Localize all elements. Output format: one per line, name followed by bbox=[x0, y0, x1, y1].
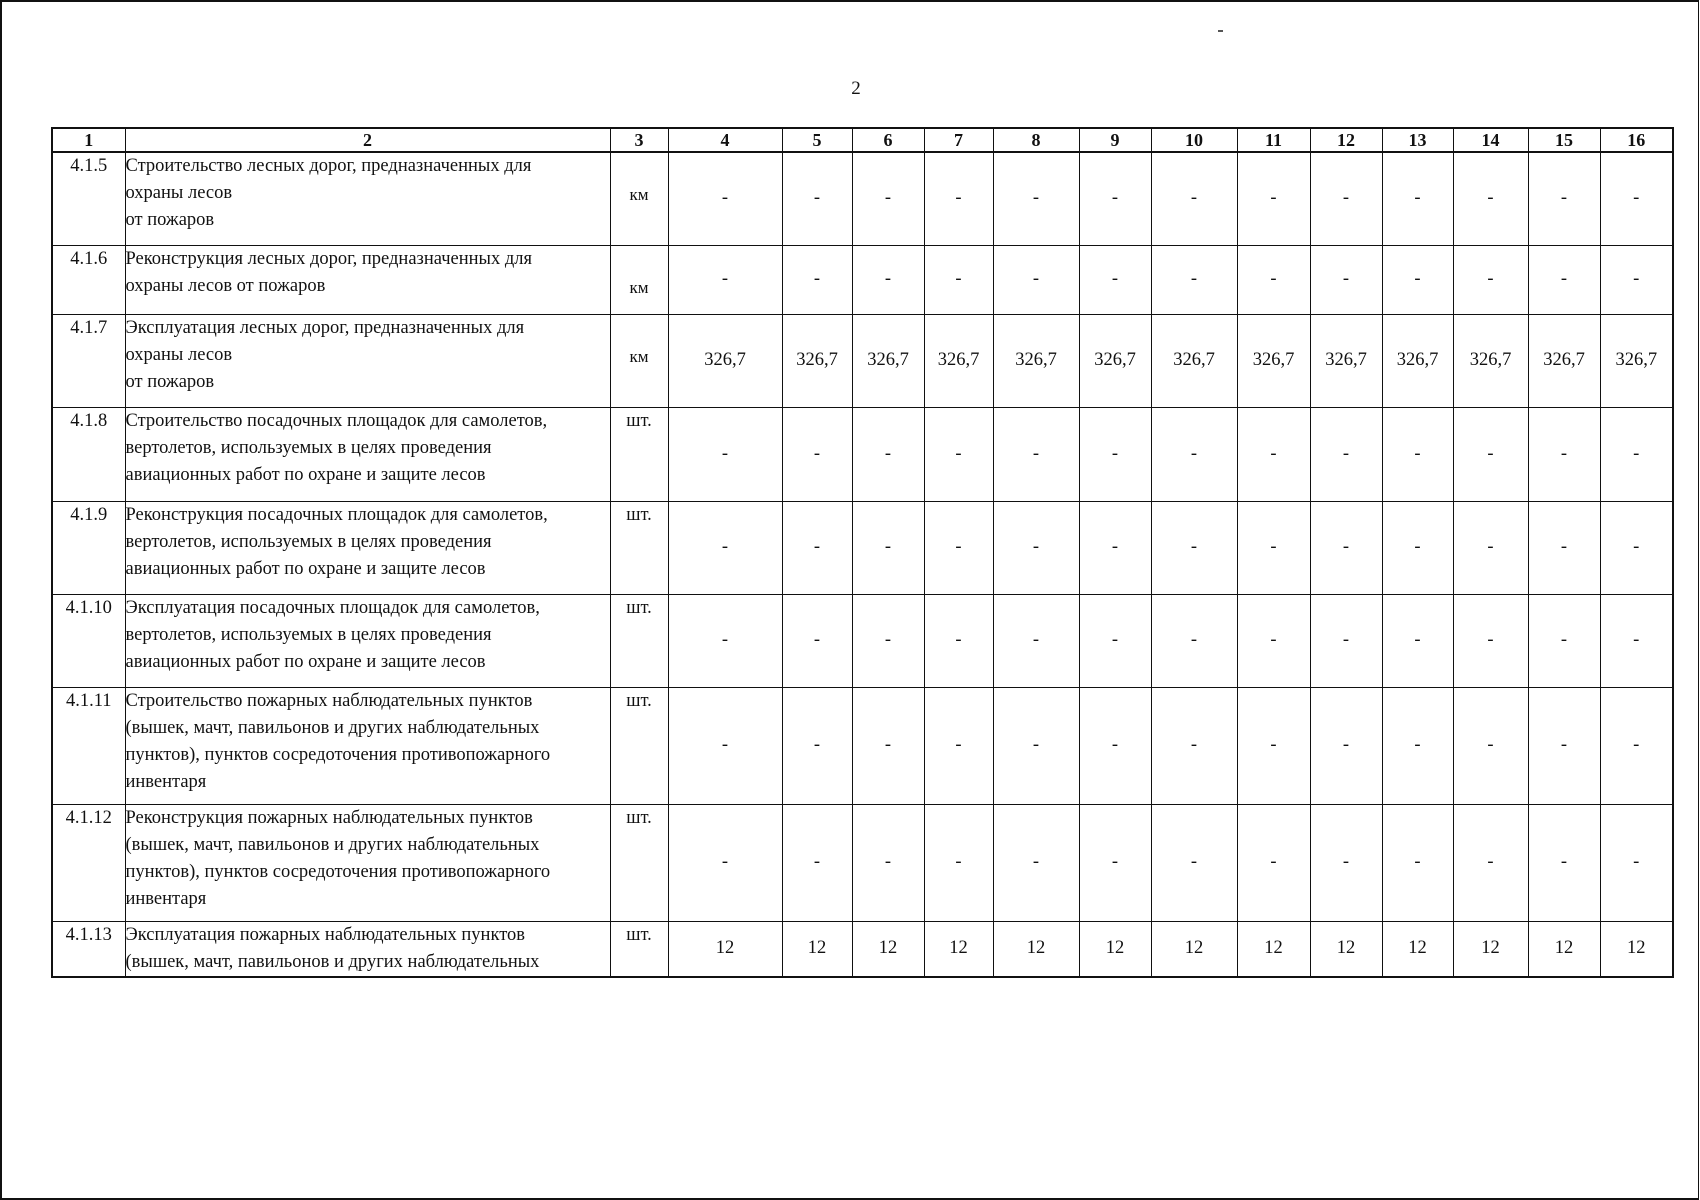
row-value-col-8: - bbox=[993, 407, 1079, 501]
table-row bbox=[52, 314, 1673, 407]
column-header-11: 11 bbox=[1237, 128, 1310, 152]
row-value-col-4: - bbox=[668, 407, 782, 501]
row-value-col-12: - bbox=[1310, 804, 1382, 921]
row-value-col-7: - bbox=[924, 594, 993, 687]
row-value-col-10: - bbox=[1151, 407, 1237, 501]
row-value-col-4: 326,7 bbox=[668, 314, 782, 407]
row-value-col-13: - bbox=[1382, 687, 1453, 804]
row-value-col-9: - bbox=[1079, 152, 1151, 245]
row-value-col-13: - bbox=[1382, 245, 1453, 314]
row-value-col-8: - bbox=[993, 687, 1079, 804]
row-value-col-5: - bbox=[782, 152, 852, 245]
row-value-col-12: 12 bbox=[1310, 921, 1382, 977]
row-value-col-14: - bbox=[1453, 245, 1528, 314]
row-value-col-9: 326,7 bbox=[1079, 314, 1151, 407]
row-value-col-15: - bbox=[1528, 501, 1600, 594]
row-unit: шт. bbox=[610, 594, 668, 687]
row-value-col-13: - bbox=[1382, 501, 1453, 594]
row-name-line: пунктов), пунктов сосредоточения противопожарного bbox=[125, 744, 551, 765]
row-name-line: Строительство лесных дорог, предназначенных для bbox=[125, 156, 532, 176]
row-value-col-15: - bbox=[1528, 407, 1600, 501]
row-name-line: от пожаров bbox=[125, 210, 215, 230]
row-value-col-12: - bbox=[1310, 152, 1382, 245]
row-value-col-6: - bbox=[852, 594, 924, 687]
row-value-col-16: - bbox=[1600, 501, 1673, 594]
row-name bbox=[125, 687, 610, 804]
row-value-col-16: - bbox=[1600, 687, 1673, 804]
row-value-col-14: - bbox=[1453, 152, 1528, 245]
row-value-col-11: - bbox=[1237, 407, 1310, 501]
row-value-col-14: - bbox=[1453, 687, 1528, 804]
page-number: 2 bbox=[851, 78, 861, 99]
row-value-col-5: - bbox=[782, 245, 852, 314]
row-name-line: Эксплуатация посадочных площадок для самолетов, bbox=[125, 597, 540, 618]
row-value-col-4: - bbox=[668, 594, 782, 687]
row-value-col-7: - bbox=[924, 501, 993, 594]
row-value-col-10: - bbox=[1151, 804, 1237, 921]
column-header-15: 15 bbox=[1528, 128, 1600, 152]
column-header-13: 13 bbox=[1382, 128, 1453, 152]
row-name-line: (вышек, мачт, павильонов и других наблюдательных bbox=[125, 717, 540, 738]
row-value-col-9: - bbox=[1079, 407, 1151, 501]
row-value-col-16: - bbox=[1600, 594, 1673, 687]
column-header-7: 7 bbox=[924, 128, 993, 152]
row-name-line: охраны лесов bbox=[125, 183, 233, 203]
row-value-col-12: - bbox=[1310, 687, 1382, 804]
row-name-line: вертолетов, используемых в целях проведения bbox=[125, 531, 492, 552]
row-name-line: Реконструкция посадочных площадок для самолетов, bbox=[125, 504, 548, 525]
row-value-col-11: - bbox=[1237, 594, 1310, 687]
table-row bbox=[52, 921, 1673, 977]
row-value-col-9: - bbox=[1079, 245, 1151, 314]
row-value-col-14: - bbox=[1453, 501, 1528, 594]
row-name-line: (вышек, мачт, павильонов и других наблюдательных bbox=[125, 834, 540, 855]
row-name bbox=[125, 921, 610, 977]
row-name-line: от пожаров bbox=[125, 371, 215, 392]
row-name-line: охраны лесов bbox=[125, 344, 233, 365]
table-row bbox=[52, 594, 1673, 687]
row-name-line: Эксплуатация пожарных наблюдательных пунктов bbox=[125, 924, 526, 945]
row-value-col-10: - bbox=[1151, 245, 1237, 314]
row-value-col-7: - bbox=[924, 245, 993, 314]
row-name bbox=[125, 245, 610, 314]
row-name-line: (вышек, мачт, павильонов и других наблюдательных bbox=[125, 951, 540, 972]
row-value-col-12: 326,7 bbox=[1310, 314, 1382, 407]
column-header-4: 4 bbox=[668, 128, 782, 152]
row-value-col-15: 12 bbox=[1528, 921, 1600, 977]
row-code: 4.1.6 bbox=[52, 245, 125, 314]
row-value-col-5: - bbox=[782, 407, 852, 501]
row-value-col-6: - bbox=[852, 152, 924, 245]
table-row bbox=[52, 245, 1673, 314]
row-value-col-13: - bbox=[1382, 594, 1453, 687]
row-value-col-12: - bbox=[1310, 407, 1382, 501]
row-name-line: инвентаря bbox=[125, 888, 207, 909]
row-value-col-12: - bbox=[1310, 594, 1382, 687]
row-name-line: пунктов), пунктов сосредоточения противопожарного bbox=[125, 861, 551, 882]
row-value-col-4: - bbox=[668, 152, 782, 245]
row-name-line: Эксплуатация лесных дорог, предназначенных для bbox=[125, 317, 525, 338]
row-value-col-9: 12 bbox=[1079, 921, 1151, 977]
row-code: 4.1.13 bbox=[52, 921, 125, 977]
row-name bbox=[125, 501, 610, 594]
row-value-col-14: - bbox=[1453, 804, 1528, 921]
row-code: 4.1.12 bbox=[52, 804, 125, 921]
scan-speck bbox=[1218, 30, 1223, 32]
row-name-line: авиационных работ по охране и защите лесов bbox=[125, 651, 486, 672]
row-code: 4.1.8 bbox=[52, 407, 125, 501]
row-value-col-5: - bbox=[782, 594, 852, 687]
row-name bbox=[125, 314, 610, 407]
row-value-col-12: - bbox=[1310, 501, 1382, 594]
row-code: 4.1.10 bbox=[52, 594, 125, 687]
row-value-col-6: 326,7 bbox=[852, 314, 924, 407]
row-unit: шт. bbox=[610, 921, 668, 977]
row-value-col-11: - bbox=[1237, 152, 1310, 245]
row-value-col-10: - bbox=[1151, 594, 1237, 687]
table-row bbox=[52, 152, 1673, 245]
row-value-col-5: 326,7 bbox=[782, 314, 852, 407]
row-name-line: Строительство посадочных площадок для самолетов, bbox=[125, 410, 548, 431]
row-value-col-10: 326,7 bbox=[1151, 314, 1237, 407]
row-value-col-16: - bbox=[1600, 152, 1673, 245]
row-code: 4.1.7 bbox=[52, 314, 125, 407]
row-value-col-16: - bbox=[1600, 804, 1673, 921]
row-value-col-8: 326,7 bbox=[993, 314, 1079, 407]
row-value-col-15: - bbox=[1528, 245, 1600, 314]
row-unit: км bbox=[610, 314, 668, 407]
row-value-col-6: - bbox=[852, 687, 924, 804]
row-value-col-10: - bbox=[1151, 152, 1237, 245]
row-value-col-11: - bbox=[1237, 804, 1310, 921]
column-header-5: 5 bbox=[782, 128, 852, 152]
row-value-col-4: - bbox=[668, 501, 782, 594]
row-code: 4.1.11 bbox=[52, 687, 125, 804]
row-name-line: авиационных работ по охране и защите лесов bbox=[125, 464, 486, 485]
row-value-col-16: 12 bbox=[1600, 921, 1673, 977]
row-value-col-15: - bbox=[1528, 152, 1600, 245]
row-value-col-13: - bbox=[1382, 152, 1453, 245]
table-header-row bbox=[52, 128, 1673, 152]
row-value-col-16: 326,7 bbox=[1600, 314, 1673, 407]
row-value-col-10: 12 bbox=[1151, 921, 1237, 977]
row-value-col-7: - bbox=[924, 804, 993, 921]
row-unit: км bbox=[610, 245, 668, 314]
row-name-line: вертолетов, используемых в целях проведения bbox=[125, 437, 492, 458]
row-name bbox=[125, 152, 610, 245]
row-value-col-13: 326,7 bbox=[1382, 314, 1453, 407]
row-value-col-16: - bbox=[1600, 245, 1673, 314]
row-name bbox=[125, 594, 610, 687]
row-unit: км bbox=[610, 152, 668, 245]
row-value-col-8: 12 bbox=[993, 921, 1079, 977]
row-value-col-11: 326,7 bbox=[1237, 314, 1310, 407]
column-header-1: 1 bbox=[52, 128, 125, 152]
column-header-9: 9 bbox=[1079, 128, 1151, 152]
row-value-col-8: - bbox=[993, 152, 1079, 245]
row-value-col-13: - bbox=[1382, 407, 1453, 501]
row-value-col-7: - bbox=[924, 152, 993, 245]
row-value-col-10: - bbox=[1151, 687, 1237, 804]
row-value-col-6: - bbox=[852, 501, 924, 594]
row-value-col-15: - bbox=[1528, 687, 1600, 804]
row-name-line: авиационных работ по охране и защите лесов bbox=[125, 558, 486, 579]
row-value-col-8: - bbox=[993, 804, 1079, 921]
row-value-col-6: - bbox=[852, 245, 924, 314]
row-value-col-9: - bbox=[1079, 804, 1151, 921]
forest-protection-table bbox=[51, 127, 1674, 978]
row-value-col-11: - bbox=[1237, 501, 1310, 594]
row-name bbox=[125, 407, 610, 501]
row-value-col-15: - bbox=[1528, 804, 1600, 921]
column-header-14: 14 bbox=[1453, 128, 1528, 152]
row-name-line: Реконструкция лесных дорог, предназначенных для bbox=[125, 248, 532, 269]
row-unit: шт. bbox=[610, 501, 668, 594]
row-unit: шт. bbox=[610, 804, 668, 921]
row-value-col-8: - bbox=[993, 245, 1079, 314]
row-value-col-6: 12 bbox=[852, 921, 924, 977]
row-value-col-15: - bbox=[1528, 594, 1600, 687]
row-value-col-14: - bbox=[1453, 594, 1528, 687]
row-value-col-7: - bbox=[924, 687, 993, 804]
column-header-2: 2 bbox=[125, 128, 610, 152]
row-name-line: инвентаря bbox=[125, 771, 207, 792]
row-value-col-14: - bbox=[1453, 407, 1528, 501]
row-value-col-9: - bbox=[1079, 594, 1151, 687]
column-header-10: 10 bbox=[1151, 128, 1237, 152]
row-value-col-5: - bbox=[782, 804, 852, 921]
row-value-col-11: 12 bbox=[1237, 921, 1310, 977]
row-value-col-6: - bbox=[852, 804, 924, 921]
row-unit: шт. bbox=[610, 687, 668, 804]
row-value-col-7: 12 bbox=[924, 921, 993, 977]
column-header-3: 3 bbox=[610, 128, 668, 152]
row-value-col-11: - bbox=[1237, 687, 1310, 804]
row-unit: шт. bbox=[610, 407, 668, 501]
row-value-col-8: - bbox=[993, 594, 1079, 687]
column-header-16: 16 bbox=[1600, 128, 1673, 152]
row-value-col-11: - bbox=[1237, 245, 1310, 314]
table-row bbox=[52, 501, 1673, 594]
row-value-col-5: 12 bbox=[782, 921, 852, 977]
row-value-col-4: - bbox=[668, 804, 782, 921]
row-value-col-7: 326,7 bbox=[924, 314, 993, 407]
row-value-col-15: 326,7 bbox=[1528, 314, 1600, 407]
row-value-col-9: - bbox=[1079, 501, 1151, 594]
table-body bbox=[52, 152, 1673, 977]
row-value-col-12: - bbox=[1310, 245, 1382, 314]
row-value-col-8: - bbox=[993, 501, 1079, 594]
row-code: 4.1.5 bbox=[52, 152, 125, 245]
column-header-12: 12 bbox=[1310, 128, 1382, 152]
row-code: 4.1.9 bbox=[52, 501, 125, 594]
row-value-col-4: - bbox=[668, 245, 782, 314]
column-header-6: 6 bbox=[852, 128, 924, 152]
row-value-col-4: - bbox=[668, 687, 782, 804]
row-value-col-14: 12 bbox=[1453, 921, 1528, 977]
row-name bbox=[125, 804, 610, 921]
row-value-col-7: - bbox=[924, 407, 993, 501]
row-value-col-14: 326,7 bbox=[1453, 314, 1528, 407]
row-name-line: вертолетов, используемых в целях проведения bbox=[125, 624, 492, 645]
table-row bbox=[52, 407, 1673, 501]
row-name-line: Строительство пожарных наблюдательных пунктов bbox=[125, 690, 533, 711]
row-value-col-5: - bbox=[782, 687, 852, 804]
row-value-col-5: - bbox=[782, 501, 852, 594]
row-name-line: охраны лесов от пожаров bbox=[125, 275, 326, 296]
row-value-col-6: - bbox=[852, 407, 924, 501]
table-row bbox=[52, 804, 1673, 921]
row-value-col-13: 12 bbox=[1382, 921, 1453, 977]
row-value-col-13: - bbox=[1382, 804, 1453, 921]
row-name-line: Реконструкция пожарных наблюдательных пунктов bbox=[125, 807, 533, 828]
column-header-8: 8 bbox=[993, 128, 1079, 152]
row-value-col-4: 12 bbox=[668, 921, 782, 977]
table-row bbox=[52, 687, 1673, 804]
row-value-col-16: - bbox=[1600, 407, 1673, 501]
row-value-col-9: - bbox=[1079, 687, 1151, 804]
row-value-col-10: - bbox=[1151, 501, 1237, 594]
